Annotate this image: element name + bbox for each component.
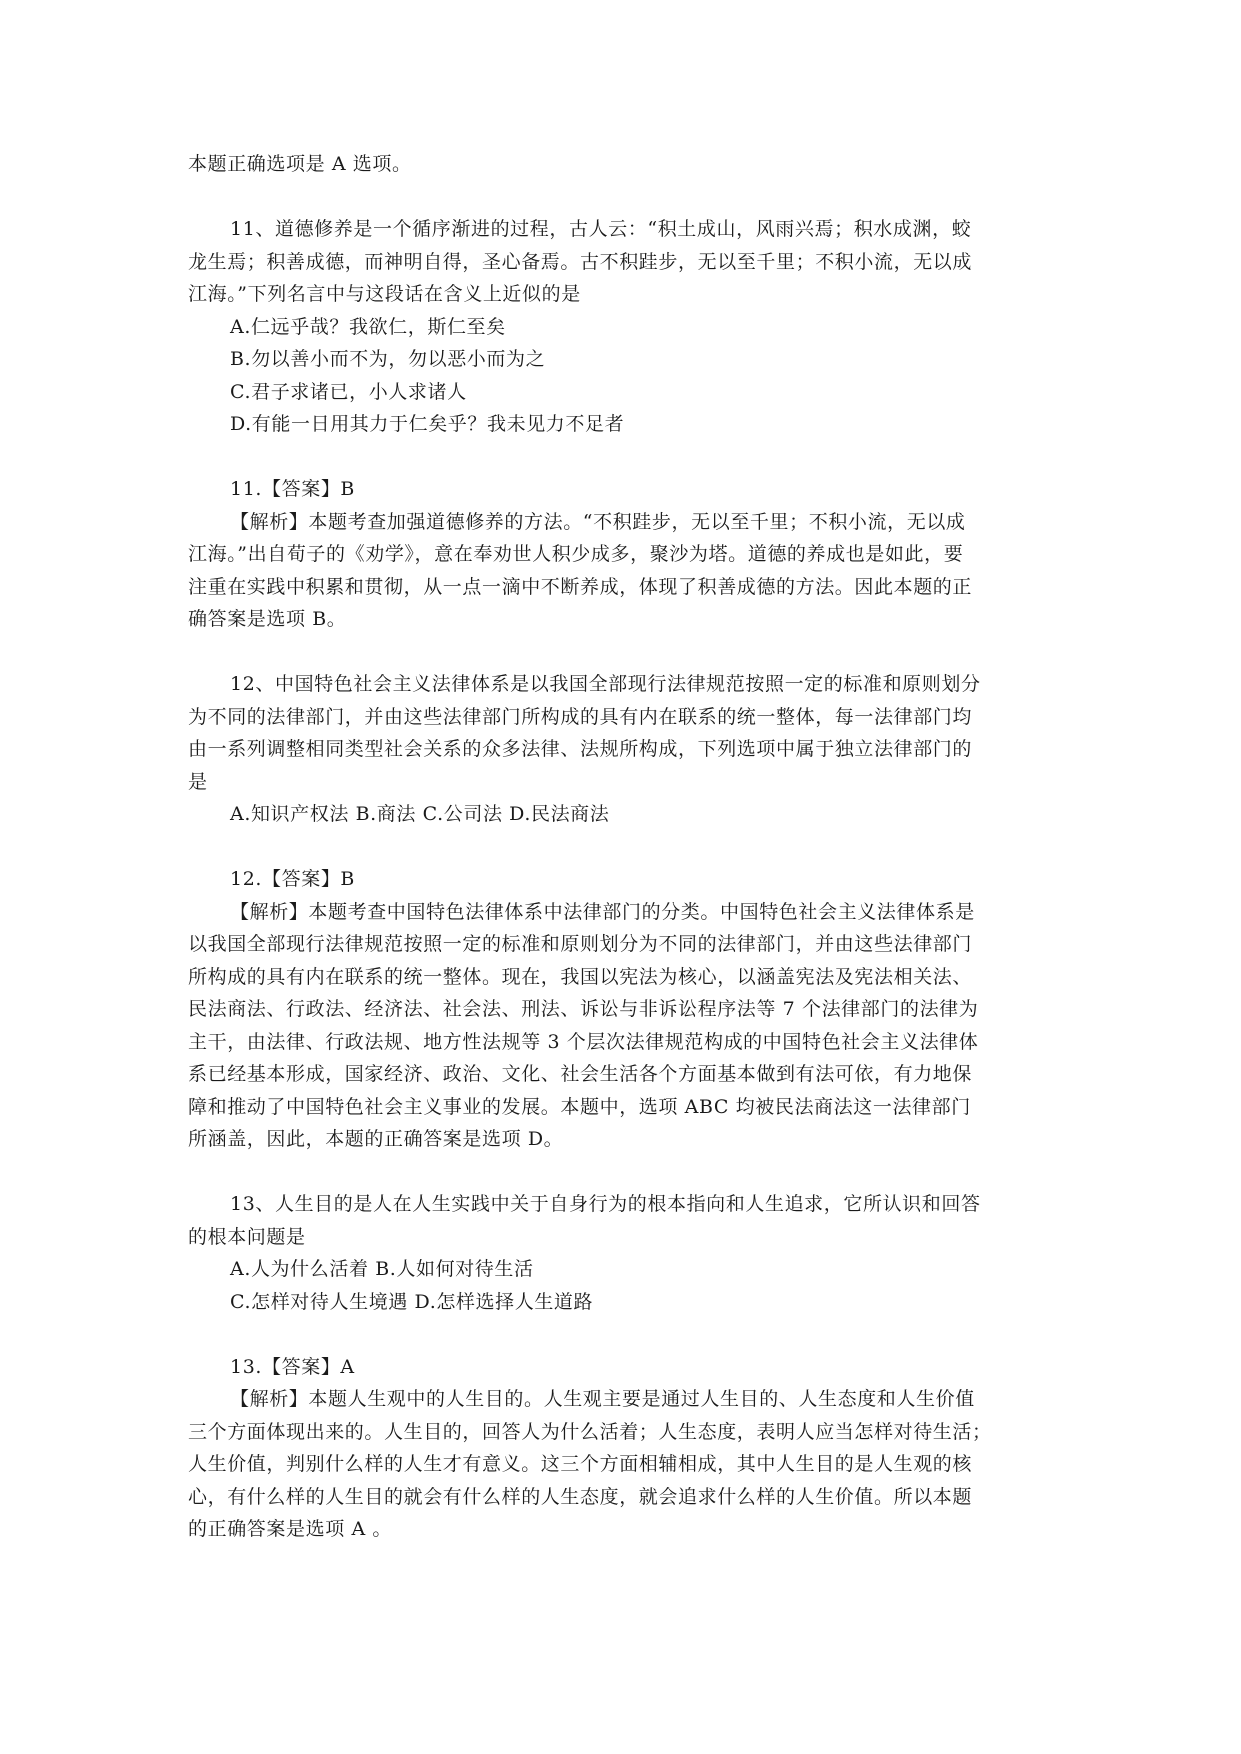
spacer [188,831,1068,864]
answer-11 [188,473,1068,636]
analysis-13-line-1: 【解析】本题人生观中的人生目的。人生观主要是通过人生目的、人生态度和人生价值 [230,1388,975,1410]
answer-13-label: 13.【答案】A [230,1355,355,1378]
question-12 [188,668,1068,831]
analysis-11-line-3: 注重在实践中积累和贯彻，从一点一滴中不断养成，体现了积善成德的方法。因此本题的正 [188,575,973,598]
spacer [188,181,1068,214]
question-11 [188,213,1068,441]
analysis-12-line-6: 系已经基本形成，国家经济、政治、文化、社会生活各个方面基本做到有法可依，有力地保 [188,1063,973,1085]
question-12-options: A.知识产权法 B.商法 C.公司法 D.民法商法 [230,803,610,825]
analysis-12-line-5: 主干，由法律、行政法规、地方性法规等 3 个层次法律规范构成的中国特色社会主义法律体 [188,1030,979,1053]
question-11-option-a: A.仁远乎哉？我欲仁，斯仁至矣 [230,315,506,338]
question-13-line-2: 的根本问题是 [188,1225,306,1248]
analysis-11-line-4: 确答案是选项 B。 [188,608,347,630]
analysis-13-line-2: 三个方面体现出来的。人生目的，回答人为什么活着；人生态度，表明人应当怎样对待生活； [188,1420,992,1443]
analysis-12-line-3: 所构成的具有内在联系的统一整体。现在，我国以宪法为核心，以涵盖宪法及宪法相关法、 [188,965,973,988]
spacer [188,1318,1068,1351]
spacer [188,1156,1068,1189]
spacer [188,636,1068,669]
analysis-12-line-1: 【解析】本题考查中国特色法律体系中法律部门的分类。中国特色社会主义法律体系是 [230,900,975,923]
document-page [188,148,1068,1546]
question-11-line-1: 11、道德修养是一个循序渐进的过程，古人云：“积土成山，风雨兴焉；积水成渊，蛟 [230,218,972,240]
analysis-12-line-4: 民法商法、行政法、经济法、社会法、刑法、诉讼与非诉讼程序法等 7 个法律部门的法律为 [188,998,979,1020]
analysis-13-line-3: 人生价值，判别什么样的人生才有意义。这三个方面相辅相成，其中人生目的是人生观的核 [188,1453,973,1475]
question-12-line-2: 为不同的法律部门，并由这些法律部门所构成的具有内在联系的统一整体，每一法律部门均 [188,705,973,728]
analysis-13-line-4: 心，有什么样的人生目的就会有什么样的人生态度，就会追求什么样的人生价值。所以本题 [188,1485,973,1508]
question-12-line-1: 12、中国特色社会主义法律体系是以我国全部现行法律规范按照一定的标准和原则划分 [230,673,981,695]
question-11-option-d: D.有能一日用其力于仁矣乎？我未见力不足者 [230,413,625,435]
question-12-line-4: 是 [188,770,208,793]
question-13 [188,1188,1068,1318]
analysis-11-line-1: 【解析】本题考查加强道德修养的方法。“不积跬步，无以至千里；不积小流，无以成 [230,510,966,533]
analysis-12-line-7: 障和推动了中国特色社会主义事业的发展。本题中，选项 ABC 均被民法商法这一法律部门 [188,1095,971,1118]
question-12-line-3: 由一系列调整相同类型社会关系的众多法律、法规所构成，下列选项中属于独立法律部门的 [188,738,973,760]
analysis-12-line-8: 所涵盖，因此，本题的正确答案是选项 D。 [188,1128,564,1150]
question-13-options-line-2: C.怎样对待人生境遇 D.怎样选择人生道路 [230,1290,594,1313]
question-11-line-2: 龙生焉；积善成德，而神明自得，圣心备焉。古不积跬步，无以至千里；不积小流，无以成 [188,250,973,273]
question-13-line-1: 13、人生目的是人在人生实践中关于自身行为的根本指向和人生追求，它所认识和回答 [230,1193,981,1215]
analysis-12-line-2: 以我国全部现行法律规范按照一定的标准和原则划分为不同的法律部门，并由这些法律部门 [188,933,973,955]
question-13-options-line-1: A.人为什么活着 B.人如何对待生活 [230,1258,534,1280]
answer-11-label: 11.【答案】B [230,478,355,500]
answer-13 [188,1351,1068,1546]
analysis-11-line-2: 江海。”出自荀子的《劝学》，意在奉劝世人积少成多，聚沙为塔。道德的养成也是如此，要 [188,543,964,565]
spacer [188,441,1068,474]
question-11-option-b: B.勿以善小而不为，勿以恶小而为之 [230,348,546,370]
question-11-line-3: 江海。”下列名言中与这段话在含义上近似的是 [188,283,581,305]
analysis-13-line-5: 的正确答案是选项 A 。 [188,1518,393,1540]
answer-12-label: 12.【答案】B [230,868,355,890]
question-11-option-c: C.君子求诸已，小人求诸人 [230,380,467,403]
answer-12 [188,863,1068,1156]
intro-line: 本题正确选项是 A 选项。 [188,153,412,175]
